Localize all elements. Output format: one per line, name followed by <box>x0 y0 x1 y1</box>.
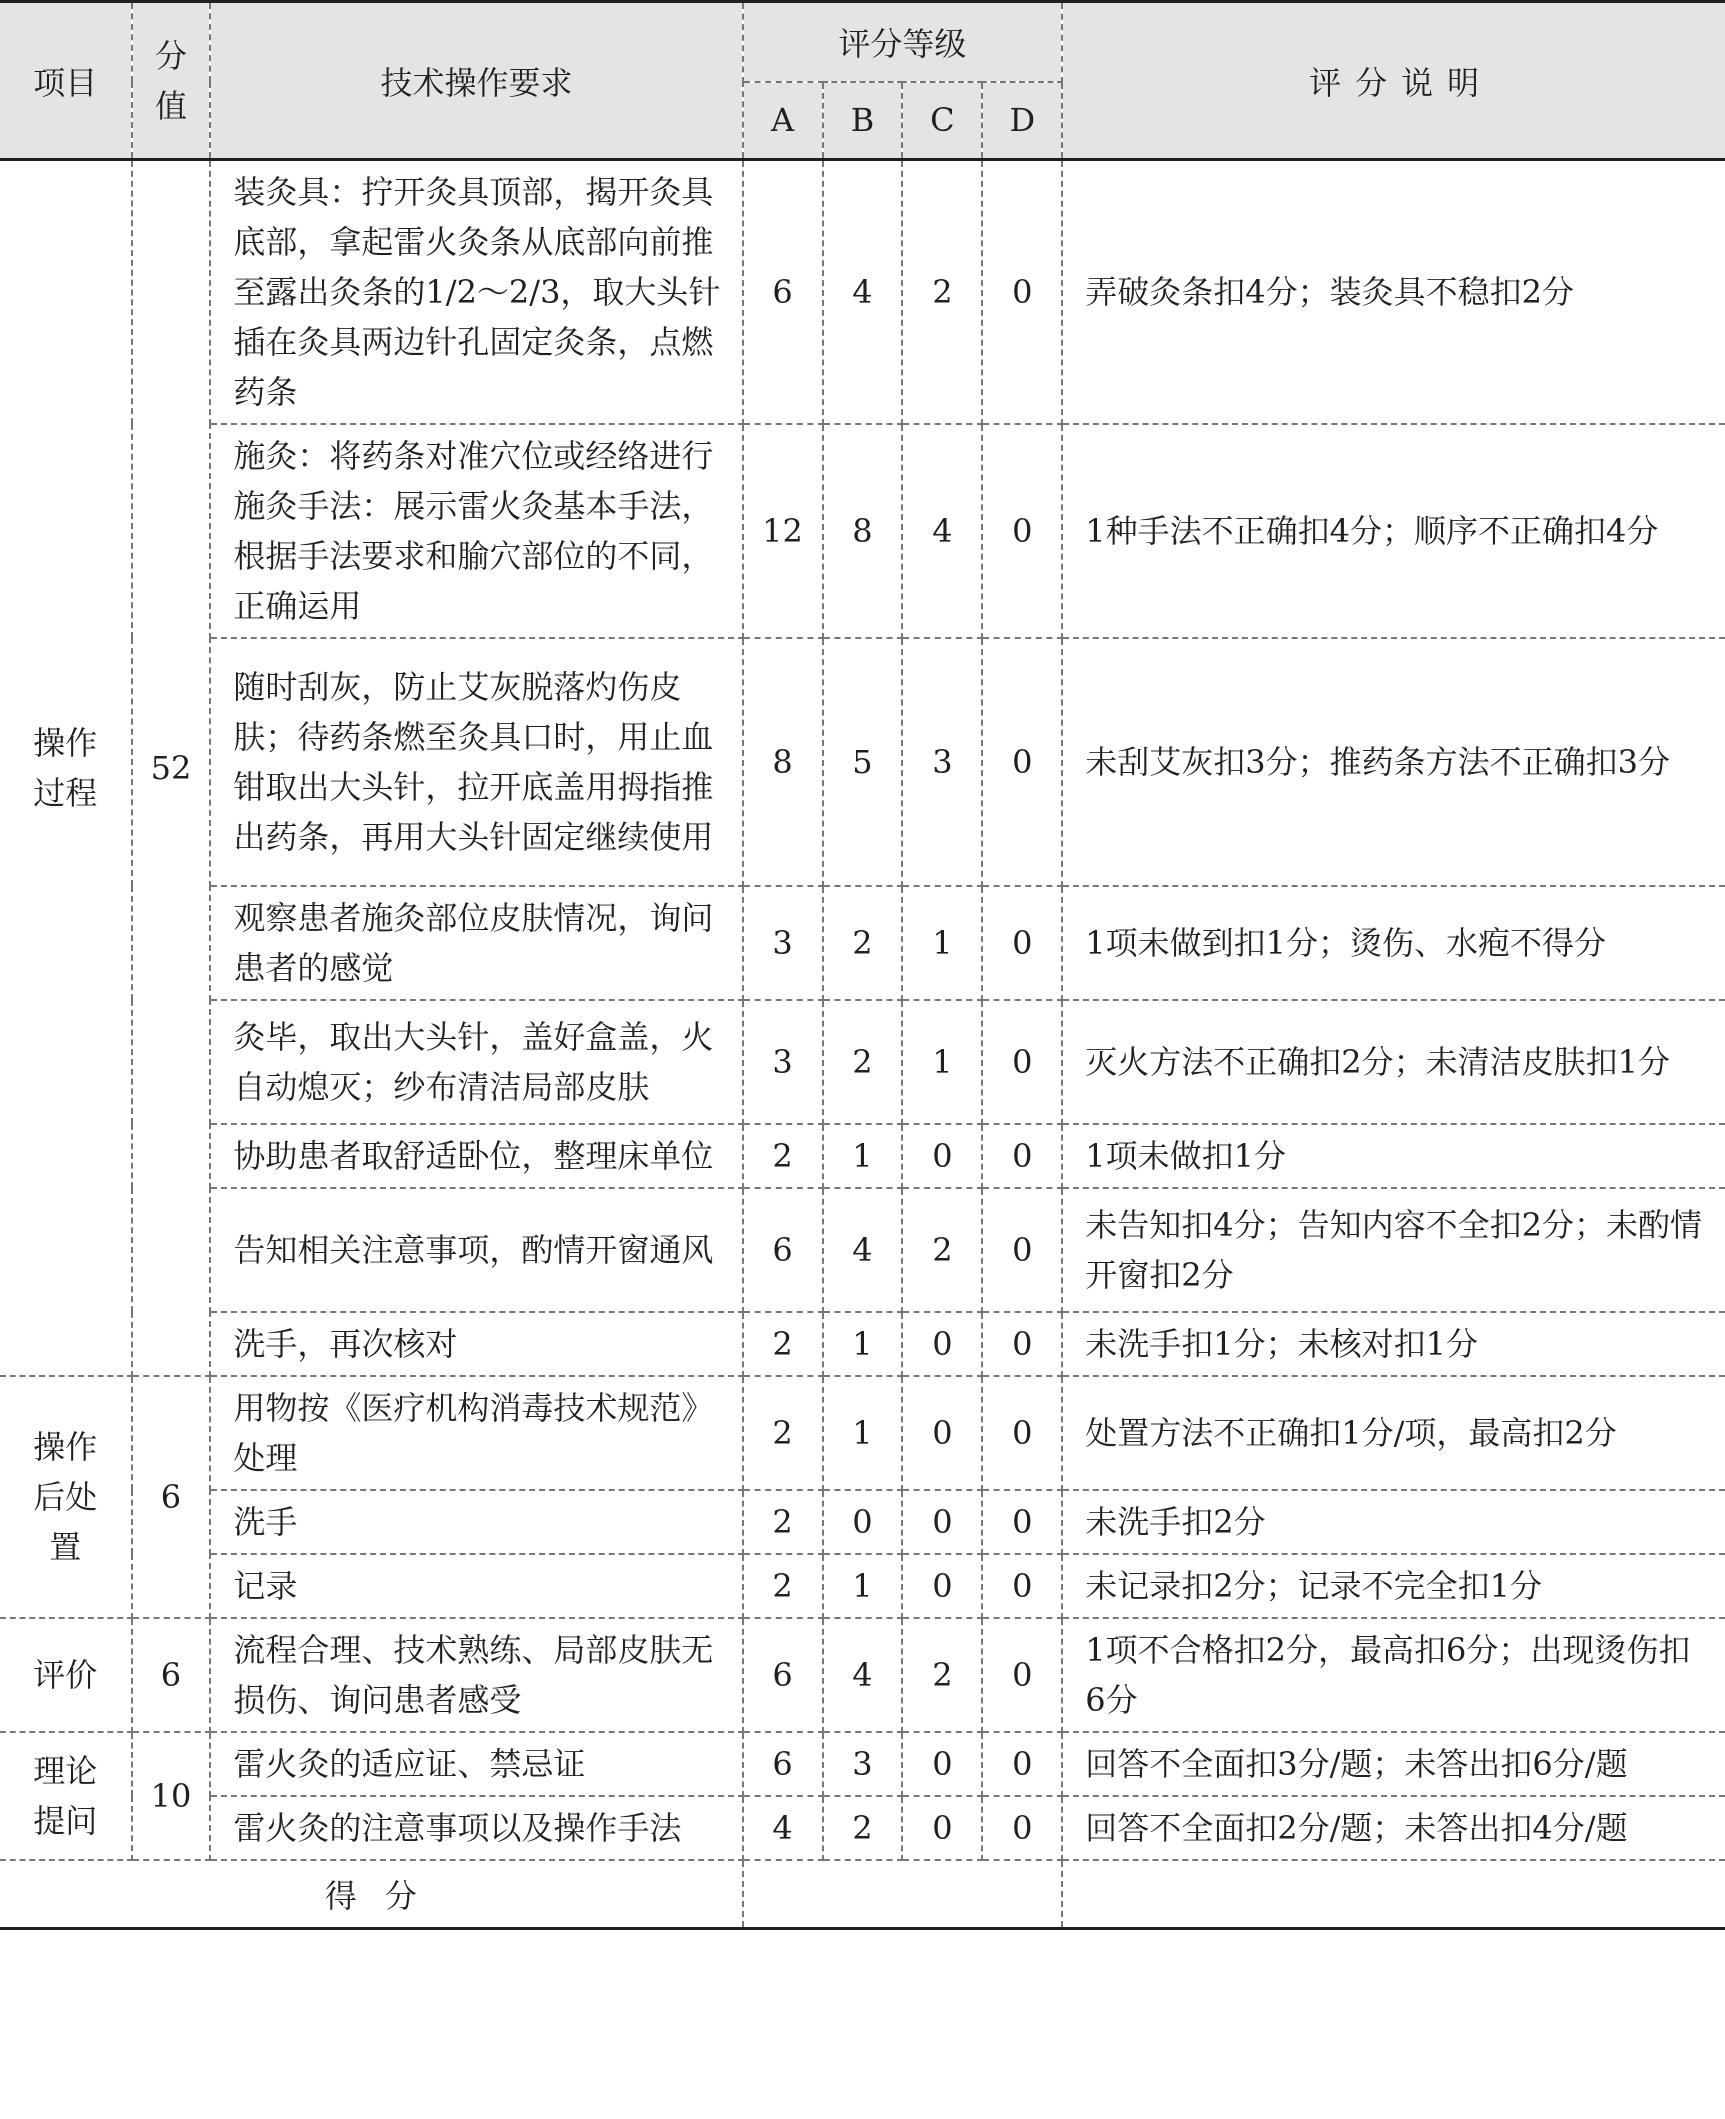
grade-a-cell: 8 <box>743 638 823 886</box>
grade-a-cell: 6 <box>743 1188 823 1312</box>
grade-d-cell: 0 <box>982 886 1062 1000</box>
table-row <box>0 1124 1725 1188</box>
section-name: 操作 过程 <box>0 160 132 1377</box>
table-row <box>0 1490 1725 1554</box>
grade-d-cell: 0 <box>982 1796 1062 1860</box>
table-row <box>0 1000 1725 1124</box>
scoring-note-cell: 回答不全面扣3分/题；未答出扣6分/题 <box>1062 1732 1725 1796</box>
grade-c-cell: 0 <box>902 1124 982 1188</box>
scoring-note-cell: 1种手法不正确扣4分；顺序不正确扣4分 <box>1062 424 1725 638</box>
total-score-grade-cell <box>743 1860 1063 1928</box>
total-score-note-cell <box>1062 1860 1725 1928</box>
grade-c-cell: 3 <box>902 638 982 886</box>
grade-c-cell: 0 <box>902 1312 982 1376</box>
header-grade-d: D <box>982 82 1062 160</box>
header-requirement: 技术操作要求 <box>210 2 742 160</box>
grade-b-cell: 1 <box>823 1376 903 1490</box>
table-footer <box>0 1860 1725 1928</box>
grade-a-cell: 2 <box>743 1312 823 1376</box>
grade-c-cell: 2 <box>902 1188 982 1312</box>
grade-a-cell: 12 <box>743 424 823 638</box>
section-score: 52 <box>132 160 211 1377</box>
requirement-cell: 洗手，再次核对 <box>210 1312 742 1376</box>
grade-b-cell: 4 <box>823 160 903 425</box>
grade-a-cell: 2 <box>743 1376 823 1490</box>
grade-b-cell: 3 <box>823 1732 903 1796</box>
table-row <box>0 1188 1725 1312</box>
table-row <box>0 1796 1725 1860</box>
grade-b-cell: 1 <box>823 1554 903 1618</box>
scoring-note-cell: 1项不合格扣2分，最高扣6分；出现烫伤扣6分 <box>1062 1618 1725 1732</box>
header-notes: 评分说明 <box>1062 2 1725 160</box>
table-row <box>0 424 1725 638</box>
scoring-note-cell: 1项未做到扣1分；烫伤、水疱不得分 <box>1062 886 1725 1000</box>
requirement-cell: 洗手 <box>210 1490 742 1554</box>
grade-d-cell: 0 <box>982 638 1062 886</box>
grade-b-cell: 2 <box>823 1796 903 1860</box>
section-name: 操作 后处 置 <box>0 1376 132 1618</box>
grade-a-cell: 6 <box>743 1618 823 1732</box>
scoring-note-cell: 未告知扣4分；告知内容不全扣2分；未酌情开窗扣2分 <box>1062 1188 1725 1312</box>
requirement-cell: 雷火灸的注意事项以及操作手法 <box>210 1796 742 1860</box>
scoring-note-cell: 未洗手扣2分 <box>1062 1490 1725 1554</box>
scoring-note-cell: 未洗手扣1分；未核对扣1分 <box>1062 1312 1725 1376</box>
header-item: 项目 <box>0 2 132 160</box>
scoring-note-cell: 处置方法不正确扣1分/项，最高扣2分 <box>1062 1376 1725 1490</box>
scoring-note-cell: 灭火方法不正确扣2分；未清洁皮肤扣1分 <box>1062 1000 1725 1124</box>
header-score: 分 值 <box>132 2 211 160</box>
grade-b-cell: 1 <box>823 1124 903 1188</box>
table-row <box>0 1732 1725 1796</box>
section-name: 理论 提问 <box>0 1732 132 1860</box>
grade-d-cell: 0 <box>982 1124 1062 1188</box>
table-row <box>0 160 1725 425</box>
table-row <box>0 1312 1725 1376</box>
grade-a-cell: 2 <box>743 1124 823 1188</box>
grade-c-cell: 4 <box>902 424 982 638</box>
table-row <box>0 1618 1725 1732</box>
table-row <box>0 1554 1725 1618</box>
grade-b-cell: 8 <box>823 424 903 638</box>
grade-d-cell: 0 <box>982 1188 1062 1312</box>
grade-d-cell: 0 <box>982 1554 1062 1618</box>
grade-d-cell: 0 <box>982 1376 1062 1490</box>
header-grade-level: 评分等级 <box>743 2 1063 82</box>
grade-a-cell: 6 <box>743 160 823 425</box>
section-score: 6 <box>132 1376 211 1618</box>
scoring-note-cell: 未记录扣2分；记录不完全扣1分 <box>1062 1554 1725 1618</box>
requirement-cell: 流程合理、技术熟练、局部皮肤无损伤、询问患者感受 <box>210 1618 742 1732</box>
grade-d-cell: 0 <box>982 1490 1062 1554</box>
grade-b-cell: 4 <box>823 1188 903 1312</box>
grade-b-cell: 2 <box>823 1000 903 1124</box>
table-body <box>0 160 1725 1861</box>
scoring-note-cell: 弄破灸条扣4分；装灸具不稳扣2分 <box>1062 160 1725 425</box>
grade-c-cell: 0 <box>902 1490 982 1554</box>
header-grade-a: A <box>743 82 823 160</box>
grade-c-cell: 2 <box>902 160 982 425</box>
scoring-note-cell: 回答不全面扣2分/题；未答出扣4分/题 <box>1062 1796 1725 1860</box>
grade-b-cell: 2 <box>823 886 903 1000</box>
requirement-cell: 用物按《医疗机构消毒技术规范》处理 <box>210 1376 742 1490</box>
requirement-cell: 施灸：将药条对准穴位或经络进行施灸手法：展示雷火灸基本手法，根据手法要求和腧穴部位的不同，正确运用 <box>210 424 742 638</box>
table-row <box>0 638 1725 886</box>
scoring-note-cell: 1项未做扣1分 <box>1062 1124 1725 1188</box>
grade-d-cell: 0 <box>982 424 1062 638</box>
requirement-cell: 灸毕，取出大头针，盖好盒盖，火自动熄灭；纱布清洁局部皮肤 <box>210 1000 742 1124</box>
grade-c-cell: 1 <box>902 886 982 1000</box>
table-header <box>0 2 1725 160</box>
requirement-cell: 记录 <box>210 1554 742 1618</box>
grade-d-cell: 0 <box>982 1000 1062 1124</box>
grade-b-cell: 5 <box>823 638 903 886</box>
grade-d-cell: 0 <box>982 1618 1062 1732</box>
section-name: 评价 <box>0 1618 132 1732</box>
requirement-cell: 协助患者取舒适卧位，整理床单位 <box>210 1124 742 1188</box>
grade-b-cell: 0 <box>823 1490 903 1554</box>
grade-d-cell: 0 <box>982 1732 1062 1796</box>
grade-c-cell: 0 <box>902 1554 982 1618</box>
grade-c-cell: 0 <box>902 1796 982 1860</box>
requirement-cell: 随时刮灰，防止艾灰脱落灼伤皮肤；待药条燃至灸具口时，用止血钳取出大头针，拉开底盖用拇指推出药条，再用大头针固定继续使用 <box>210 638 742 886</box>
table-row <box>0 886 1725 1000</box>
grade-d-cell: 0 <box>982 160 1062 425</box>
requirement-cell: 告知相关注意事项，酌情开窗通风 <box>210 1188 742 1312</box>
requirement-cell: 雷火灸的适应证、禁忌证 <box>210 1732 742 1796</box>
total-score-label: 得分 <box>0 1860 743 1928</box>
grade-c-cell: 0 <box>902 1376 982 1490</box>
grade-c-cell: 1 <box>902 1000 982 1124</box>
grade-c-cell: 0 <box>902 1732 982 1796</box>
grade-b-cell: 4 <box>823 1618 903 1732</box>
section-score: 6 <box>132 1618 211 1732</box>
requirement-cell: 装灸具：拧开灸具顶部，揭开灸具底部，拿起雷火灸条从底部向前推至露出灸条的1/2～2/3，取大头针插在灸具两边针孔固定灸条，点燃药条 <box>210 160 742 425</box>
grade-a-cell: 3 <box>743 1000 823 1124</box>
grade-a-cell: 3 <box>743 886 823 1000</box>
grade-a-cell: 4 <box>743 1796 823 1860</box>
requirement-cell: 观察患者施灸部位皮肤情况，询问患者的感觉 <box>210 886 742 1000</box>
section-score: 10 <box>132 1732 211 1860</box>
grade-a-cell: 2 <box>743 1554 823 1618</box>
scoring-note-cell: 未刮艾灰扣3分；推药条方法不正确扣3分 <box>1062 638 1725 886</box>
grade-a-cell: 2 <box>743 1490 823 1554</box>
grade-d-cell: 0 <box>982 1312 1062 1376</box>
header-grade-c: C <box>902 82 982 160</box>
table-row <box>0 1376 1725 1490</box>
grade-c-cell: 2 <box>902 1618 982 1732</box>
grade-b-cell: 1 <box>823 1312 903 1376</box>
header-grade-b: B <box>823 82 903 160</box>
grade-a-cell: 6 <box>743 1732 823 1796</box>
